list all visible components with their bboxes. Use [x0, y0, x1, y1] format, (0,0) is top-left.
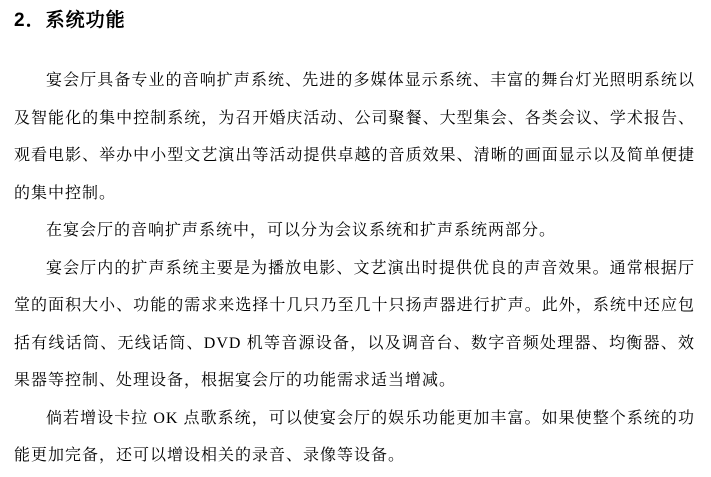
section-heading: 2．系统功能: [14, 10, 126, 31]
paragraph-pa-system-detail: 宴会厅内的扩声系统主要是为播放电影、文艺演出时提供优良的声音效果。通常根据厅堂的面积大小、功能的需求来选择十几只乃至几十只扬声器进行扩声。此外，系统中还应包括有线话筒、无线话筒、DVD 机等音源设备，以及调音台、数字音频处理器、均衡器、效果器等控制、处理设备，根据宴会厅的功能需求适当增减。: [14, 259, 695, 389]
paragraph-system-division: 在宴会厅的音响扩声系统中，可以分为会议系统和扩声系统两部分。: [46, 222, 557, 239]
paragraph-karaoke-addon: 倘若增设卡拉 OK 点歌系统，可以使宴会厅的娱乐功能更加丰富。如果使整个系统的功能更加完备，还可以增设相关的录音、录像等设备。: [14, 409, 695, 464]
paragraph-intro-systems: 宴会厅具备专业的音响扩声系统、先进的多媒体显示系统、丰富的舞台灯光照明系统以及智能化的集中控制系统，为召开婚庆活动、公司聚餐、大型集会、各类会议、学术报告、观看电影、举办中小型文艺演出等活动提供卓越的音质效果、清晰的画面显示以及简单便捷的集中控制。: [14, 72, 695, 202]
